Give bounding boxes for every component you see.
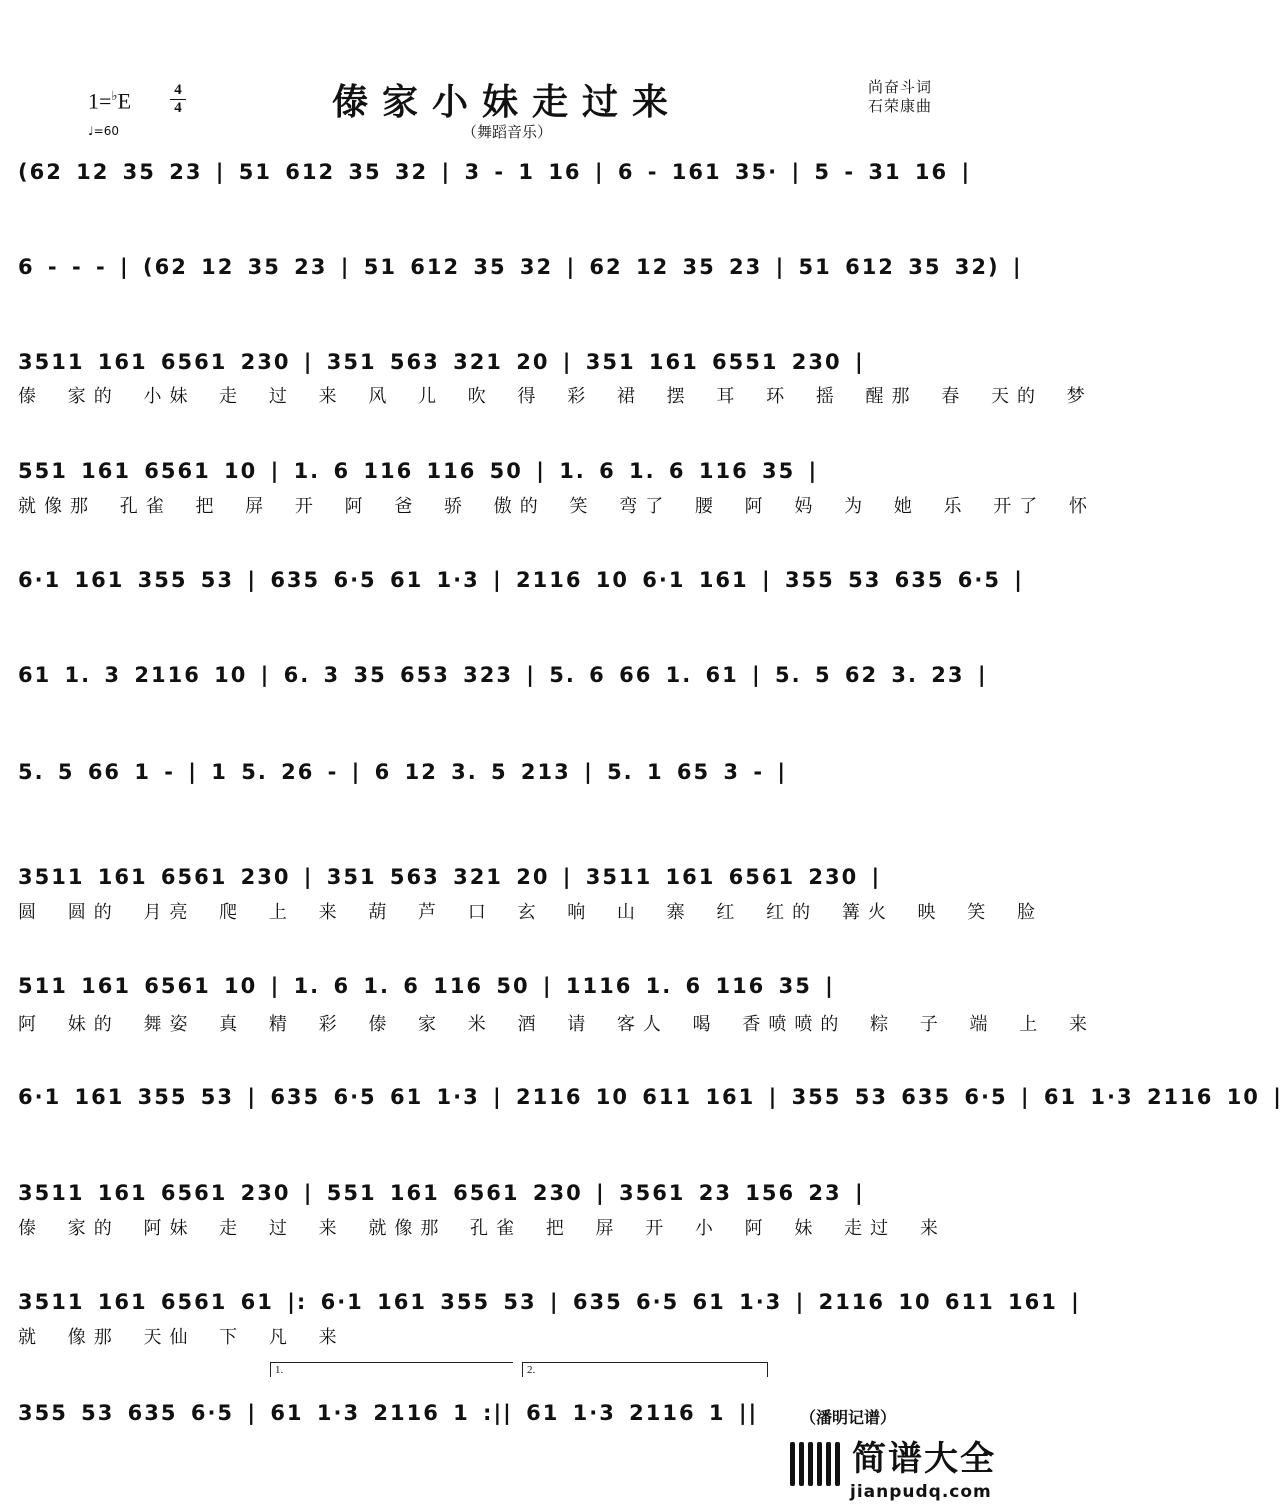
credits [868, 78, 932, 116]
lyric-line: 傣 家的 小妹 走 过 来 风 儿 吹 得 彩 裙 摆 耳 环 摇 醒那 春 天的 梦 [18, 386, 1093, 407]
lyric-line: 傣 家的 阿妹 走 过 来 就像那 孔雀 把 屏 开 小 阿 妹 走过 来 [18, 1218, 946, 1239]
score-line: 355 53 635 6·5 | 61 1·3 2116 1 :|| 61 1·3 2116 1 || [18, 1401, 759, 1425]
score-line: (62 12 35 23 | 51 612 35 32 | 3 - 1 16 | 6 - 161 35· | 5 - 31 16 | [18, 160, 972, 184]
score-line: 3511 161 6561 61 |: 6·1 161 355 53 | 635 6·5 61 1·3 | 2116 10 611 161 | [18, 1290, 1081, 1314]
transcriber-credit: （潘明记谱） [800, 1408, 897, 1427]
score-line: 61 1. 3 2116 10 | 6. 3 35 653 323 | 5. 6 66 1. 61 | 5. 5 62 3. 23 | [18, 663, 988, 687]
score-line: 511 161 6561 10 | 1. 6 1. 6 116 50 | 1116 1. 6 116 35 | [18, 974, 835, 998]
song-title: 傣家小妹走过来 [331, 81, 682, 123]
logo-url: jianpudq.com [850, 1482, 992, 1502]
first-ending-bracket: 1. [270, 1362, 513, 1377]
lyric-line: 阿 妹的 舞姿 真 精 彩 傣 家 米 酒 请 客人 喝 香喷喷的 粽 子 端 上 来 [18, 1014, 1095, 1035]
score-line: 3511 161 6561 230 | 551 161 6561 230 | 3561 23 156 23 | [18, 1181, 865, 1205]
score-line: 6 - - - | (62 12 35 23 | 51 612 35 32 | 62 12 35 23 | 51 612 35 32) | [18, 255, 1023, 279]
score-line: 3511 161 6561 230 | 351 563 321 20 | 351 161 6551 230 | [18, 350, 865, 374]
composer: 石荣康曲 [868, 97, 933, 115]
score-line: 6·1 161 355 53 | 635 6·5 61 1·3 | 2116 10 611 161 | 355 53 635 6·5 | 61 1·3 2116 10 | [18, 1085, 1283, 1109]
song-subtitle: （舞蹈音乐） [461, 123, 552, 141]
score-line: 5. 5 66 1 - | 1 5. 26 - | 6 12 3. 5 213 | 5. 1 65 3 - | [18, 760, 788, 784]
tempo-marking: ♩=60 [88, 124, 119, 138]
time-signature: 4 4 [170, 82, 186, 117]
lyric-line: 就 像那 天仙 下 凡 来 [18, 1327, 345, 1348]
score-line: 3511 161 6561 230 | 351 563 321 20 | 3511 161 6561 230 | [18, 865, 882, 889]
score-line: 551 161 6561 10 | 1. 6 116 116 50 | 1. 6 1. 6 116 35 | [18, 459, 819, 483]
second-ending-bracket: 2. [522, 1362, 768, 1377]
logo-text: 简谱大全 [852, 1439, 996, 1479]
lyricist: 尚奋斗词 [868, 78, 933, 96]
lyric-line: 圆 圆的 月亮 爬 上 来 葫 芦 口 玄 响 山 寨 红 红的 篝火 映 笑 脸 [18, 902, 1043, 923]
key-signature: 1=♭E [88, 88, 132, 114]
lyric-line: 就像那 孔雀 把 屏 开 阿 爸 骄 傲的 笑 弯了 腰 阿 妈 为 她 乐 开了 怀 [18, 496, 1095, 517]
site-logo [788, 1438, 1014, 1505]
score-line: 6·1 161 355 53 | 635 6·5 61 1·3 | 2116 10 6·1 161 | 355 53 635 6·5 | [18, 568, 1024, 592]
piano-keys-icon [790, 1442, 842, 1486]
